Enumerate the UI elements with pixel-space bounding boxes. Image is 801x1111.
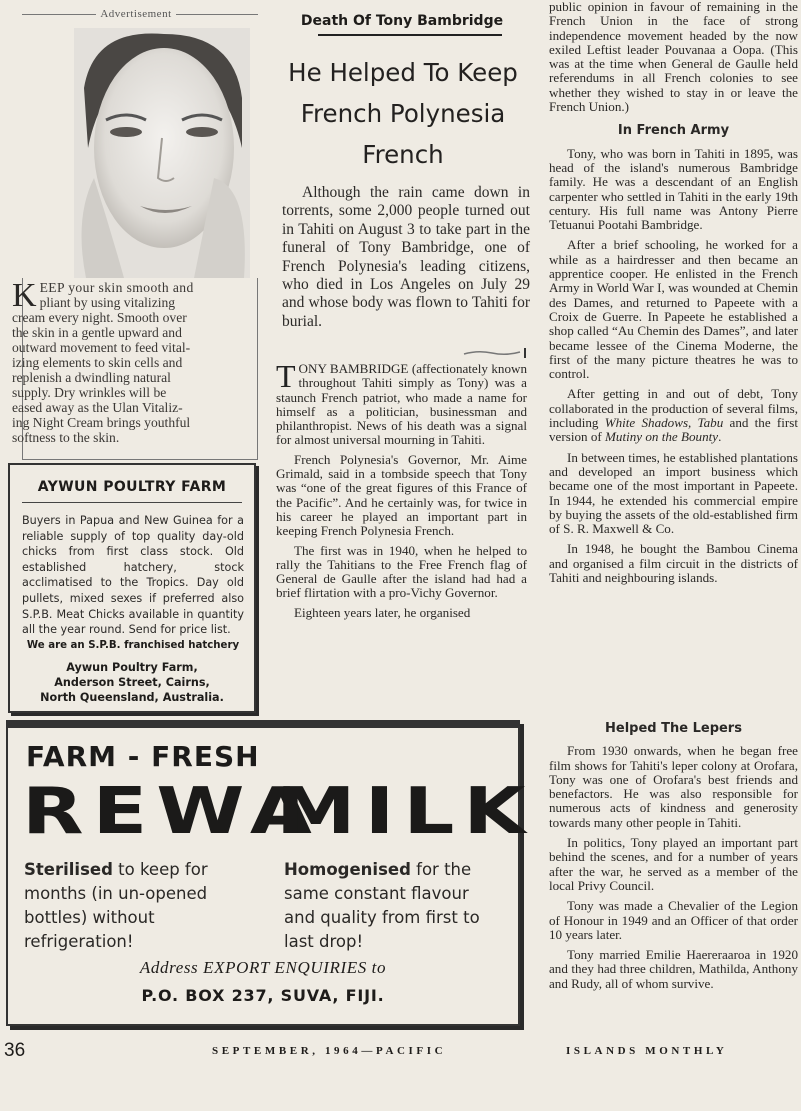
ad-copy-line: izing elements to skin cells and (12, 355, 183, 370)
sterilised-copy (24, 858, 242, 954)
article-paragraph: Tony married Emilie Haereraaroa in 1920 and they had three children, Mathilda, Anthony and Rudy, all of whom survive. (549, 947, 798, 991)
ad-copy-line: the skin in a gentle upward and (12, 325, 182, 340)
ad-copy-line: eased away as the Ulan Vitaliz- (12, 400, 183, 415)
page-number: 36 (4, 1040, 26, 1061)
article-column-right-lower (549, 712, 798, 991)
article-paragraph: Tony was made a Chevalier of the Legion of Honour in 1949 and an Officer of that order 10 years later. (549, 898, 798, 942)
title-divider (22, 502, 242, 503)
article-paragraph (549, 387, 798, 444)
rewa-milk-advertisement (6, 720, 535, 1026)
article-paragraph: Eighteen years later, he organised (294, 604, 471, 620)
address-line: Aywun Poultry Farm, (66, 661, 198, 674)
article-paragraph: Tony, who was born in Tahiti in 1895, was head of the island's numerous Bambridge family. He was a descendant of an English carpenter who settled in Tahiti in the early 19th century. His full name was Antony Pierre Tetuanui Pootahi Bambridge. (549, 145, 798, 233)
paragraph-text: After getting in and out of debt, Tony collaborated in the production of several films, including (549, 386, 798, 431)
sterilised-label: Sterilised (24, 860, 113, 879)
film-title: Mutiny on the Bounty (605, 429, 719, 445)
ad-copy-line: softness to the skin. (12, 430, 120, 445)
woman-portrait-photo (74, 28, 250, 278)
article-paragraph: The first was in 1940, when he helped to rally the Tahitians to the Free French flag of General de Gaulle after the island had had a brief flirtation with a pro-Vichy Governor. (276, 542, 527, 601)
article-paragraph: From 1930 onwards, when he began free film shows for Tahiti's leper colony at Orofara, Tony was one of Orofara's best friends and benefactors. He was also responsible for numerous acts of kindness and generosity towards many other people in Tahiti. (549, 743, 798, 830)
film-titles: White Shadows, Tabu (604, 415, 724, 431)
kicker-underline (318, 34, 502, 36)
article-column-middle (276, 358, 527, 620)
subheading-helped-the-lepers: Helped The Lepers (605, 721, 742, 736)
ad-copy-line: pliant by using vitalizing (39, 295, 176, 310)
article-paragraph: In 1948, he bought the Bambou Cinema and organised a film circuit in the districts of Tahiti and neighbouring islands. (549, 541, 798, 585)
po-box-address: P.O. BOX 237, SUVA, FIJI. (141, 986, 385, 1005)
drop-cap-letter: K (12, 277, 37, 314)
ad-copy-line: ing Night Cream brings youthful (12, 415, 191, 430)
ad-top-band (8, 722, 518, 728)
footer-issue-date: SEPTEMBER, 1964—PACIFIC (212, 1045, 447, 1057)
article-paragraph: public opinion in favour of remaining in the French Union in the face of strong independence movement headed by the now exiled Leftist leader Pouvanaa a Oopa. (This was at the time when General de Gaulle held referendums in all French colonies to see whether they wished to stay in or leave the French Union.) (549, 0, 798, 115)
rewa-wordmark: REWA (22, 774, 321, 849)
homogenised-label: Homogenised (284, 860, 411, 879)
headline-line: He Helped To Keep (288, 58, 518, 87)
poultry-ad-body: Buyers in Papua and New Guinea for a reliable supply of top quality day-old chicks from first class stock. Old established hatchery, stock acclimatised to the Tropics. Day old pullets, mixed sexes if preferred also S.P.B. Meat Chicks available in quantity all the year round. Send for price list. (22, 514, 244, 637)
article-paragraph (276, 358, 527, 448)
headline-line: French Polynesia (300, 99, 506, 128)
ad-copy-line: EEP your skin smooth and (39, 280, 194, 295)
ad-copy-line: supply. Dry wrinkles will be (12, 385, 167, 400)
paragraph-text: and the first version of (549, 415, 798, 445)
article-paragraph: French Polynesia's Governor, Mr. Aime Grimald, said in a tombside speech that Tony was “one of the great figures of this France of the Pacific”. And he certainly was, for twice in his career he played an important part in keeping French Polynesia French. (276, 451, 527, 539)
article-standfirst: Although the rain came down in torrents, some 2,000 people turned out in Tahiti on August 3 to take part in the funeral of Tony Bambridge, one of French Polynesia's leading citizens, who died in Los Angeles on July 29 and whose body was flown to Tahiti for burial. (282, 184, 530, 330)
portrait-illustration (74, 28, 250, 278)
poultry-farm-advertisement (8, 463, 256, 713)
section-separator-ornament (462, 348, 528, 358)
article-headline (270, 52, 536, 175)
farm-fresh-heading: FARM - FRESH (26, 740, 260, 773)
ad-copy-line: outward movement to feed vital- (12, 340, 191, 355)
drop-cap-letter: T (276, 358, 296, 394)
poultry-address (10, 660, 254, 705)
sterilised-text: to keep for months (in un-opened bottles) without refrigeration! (24, 860, 208, 951)
paragraph-text: ONY BAMBRIDGE (affectionately known throughout Tahiti simply as Tony) was a staunch French patriot, who made a name for himself as a politician, businessman and philanthropist. News of his death was a signal for almost universal mourning in Tahiti. (276, 361, 527, 448)
franchise-note: We are an S.P.B. franchised hatchery (26, 640, 240, 651)
subheading-in-french-army: In French Army (617, 123, 730, 139)
cosmetic-ad-copy (12, 277, 242, 445)
address-line: Anderson Street, Cairns, (54, 676, 210, 689)
homogenised-copy (284, 858, 504, 954)
ad-copy-line: replenish a dwindling natural (12, 370, 171, 385)
address-line: North Queensland, Australia. (40, 691, 224, 704)
milk-wordmark: MILK (276, 774, 535, 849)
article-paragraph: After a brief schooling, he worked for a while as a hairdresser and then became an apprentice cooper. He enlisted in the French Army in World War I, was wounded at Chemin des Dames, and returned to Papeete with a Croix de Guerre. In Papeete he established a shop called “Au Chemin des Dames”, and later became lessee of the Cinema Moderne, the first of the many picture theatres he was to control. (549, 237, 798, 382)
article-paragraph: In politics, Tony played an important part behind the scenes, and for a number of years after the war, he served as a member of the local Privy Council. (549, 835, 798, 893)
ad-copy-line: cream every night. Smooth over (12, 310, 187, 325)
advertisement-label: Advertisement (14, 8, 258, 20)
homogenised-text: for the same constant flavour and quality from first to last drop! (284, 860, 480, 951)
export-enquiries-line: Address EXPORT ENQUIRIES to (139, 958, 387, 977)
article-kicker: Death Of Tony Bambridge (300, 13, 504, 29)
article-column-right (549, 0, 798, 585)
headline-line: French (362, 140, 444, 169)
article-paragraph: In between times, he established plantations and developed an import business which became one of the most important in Papeete. In 1944, he extended his commercial empire by buying the assets of the old-established firm of S. R. Maxwell & Co. (549, 449, 798, 537)
paragraph-text: . (718, 429, 722, 445)
poultry-ad-title: AYWUN POULTRY FARM (37, 479, 227, 495)
footer-publication-title: ISLANDS MONTHLY (566, 1045, 728, 1057)
